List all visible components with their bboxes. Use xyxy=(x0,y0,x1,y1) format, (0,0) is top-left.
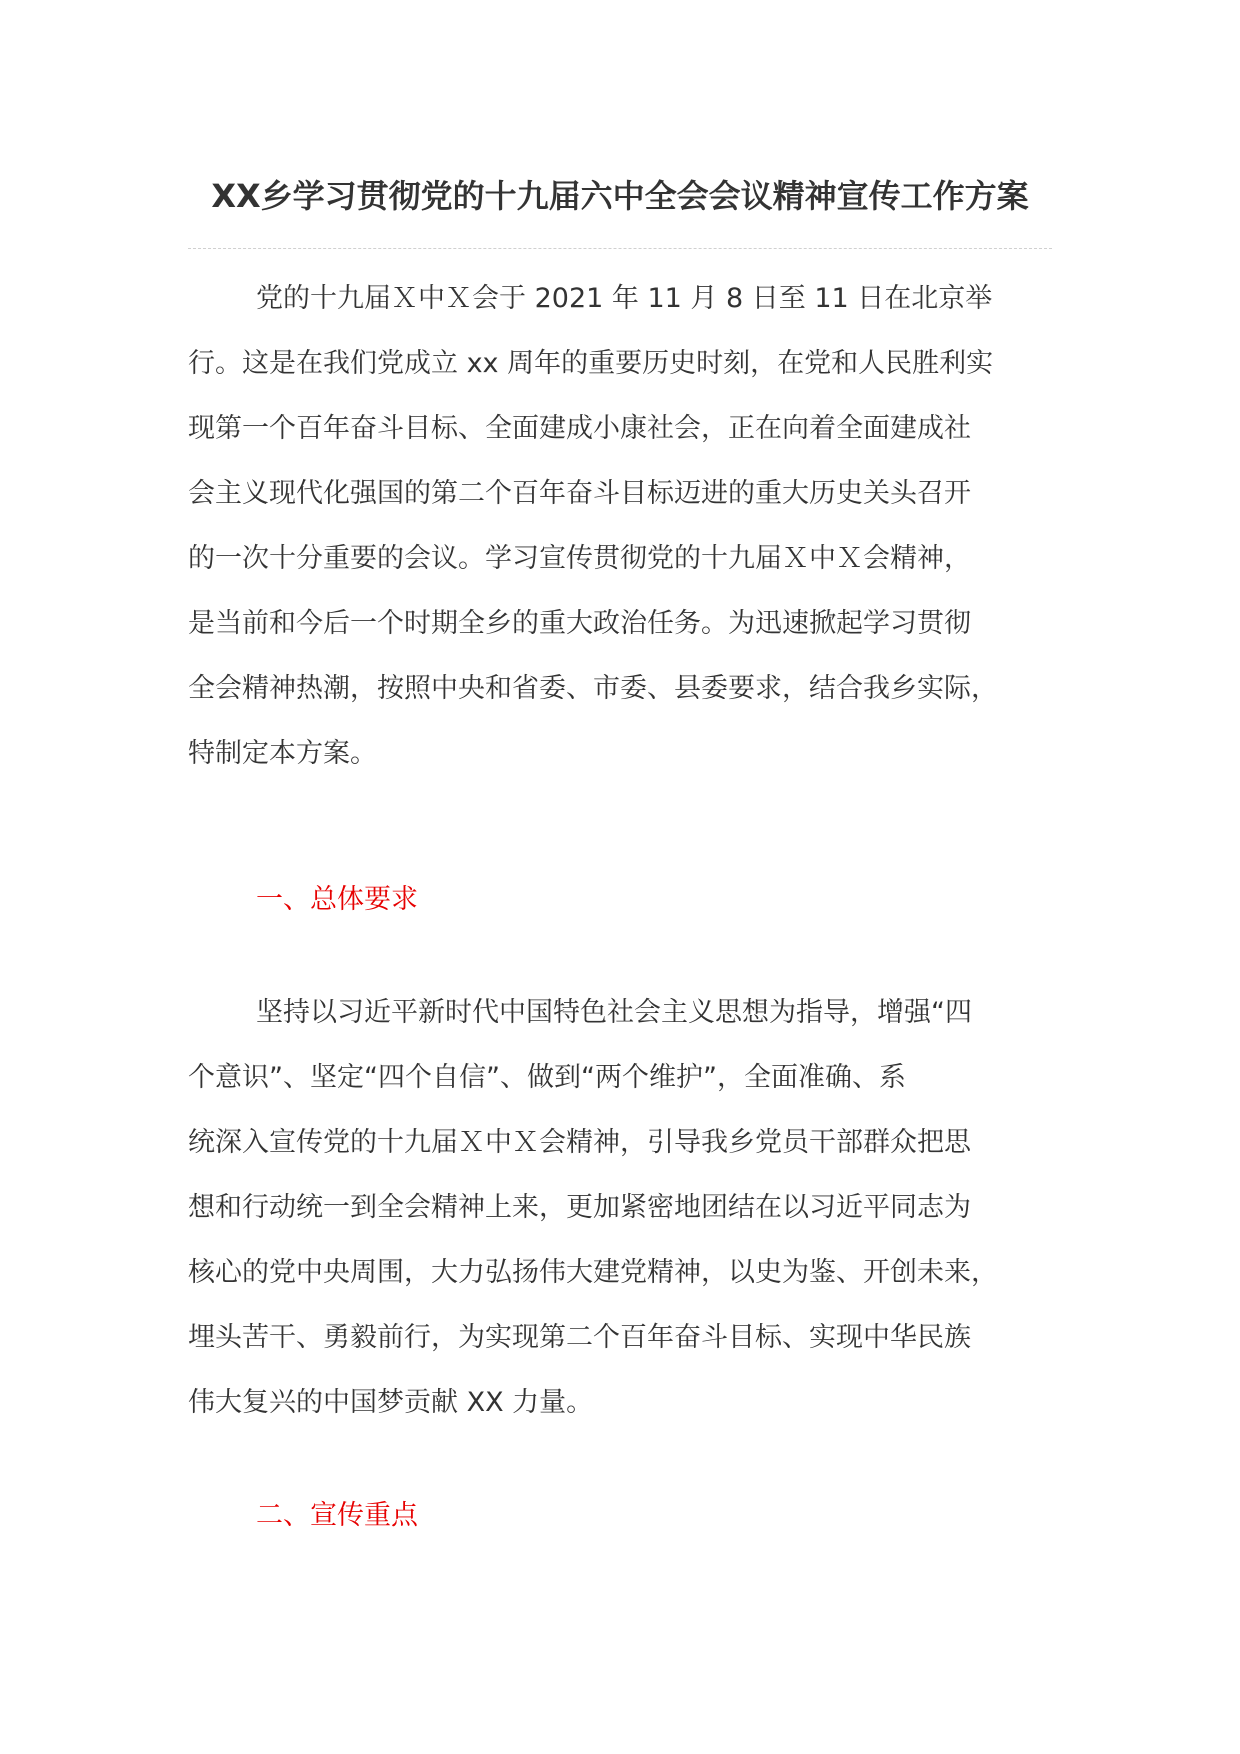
section-heading-publicity-focus: 二、宣传重点 xyxy=(256,1500,418,1531)
intro-paragraph xyxy=(188,266,1052,786)
paragraph-line: 坚持以习近平新时代中国特色社会主义思想为指导，增强“四 xyxy=(256,997,972,1028)
paragraph-line: 统深入宣传党的十九届Ｘ中Ｘ会精神，引导我乡党员干部群众把思 xyxy=(188,1127,971,1158)
paragraph-line: 是当前和今后一个时期全乡的重大政治任务。为迅速掀起学习贯彻 xyxy=(188,608,971,639)
requirements-paragraph xyxy=(188,980,1052,1435)
paragraph-line: 特制定本方案。 xyxy=(188,738,377,769)
paragraph-line: 党的十九届Ｘ中Ｘ会于 2021 年 11 月 8 日至 11 日在北京举 xyxy=(256,283,993,314)
paragraph-line: 核心的党中央周围，大力弘扬伟大建党精神，以史为鉴、开创未来， xyxy=(188,1257,998,1288)
document-title: XX乡学习贯彻党的十九届六中全会会议精神宣传工作方案 xyxy=(211,177,1029,215)
paragraph-line: 埋头苦干、勇毅前行，为实现第二个百年奋斗目标、实现中华民族 xyxy=(188,1322,971,1353)
paragraph-line: 伟大复兴的中国梦贡献 XX 力量。 xyxy=(188,1387,594,1418)
paragraph-line: 会主义现代化强国的第二个百年奋斗目标迈进的重大历史关头召开 xyxy=(188,478,971,509)
section-heading-overall-requirements: 一、总体要求 xyxy=(256,884,418,915)
paragraph-line: 个意识”、坚定“四个自信”、做到“两个维护”，全面准确、系 xyxy=(188,1062,906,1093)
paragraph-line: 全会精神热潮，按照中央和省委、市委、县委要求，结合我乡实际， xyxy=(188,673,998,704)
paragraph-line: 的一次十分重要的会议。学习宣传贯彻党的十九届Ｘ中Ｘ会精神， xyxy=(188,543,971,574)
paragraph-line: 现第一个百年奋斗目标、全面建成小康社会，正在向着全面建成社 xyxy=(188,413,971,444)
paragraph-line: 想和行动统一到全会精神上来，更加紧密地团结在以习近平同志为 xyxy=(188,1192,971,1223)
paragraph-line: 行。这是在我们党成立 xx 周年的重要历史时刻，在党和人民胜利实 xyxy=(188,348,994,379)
title-divider xyxy=(188,248,1052,249)
